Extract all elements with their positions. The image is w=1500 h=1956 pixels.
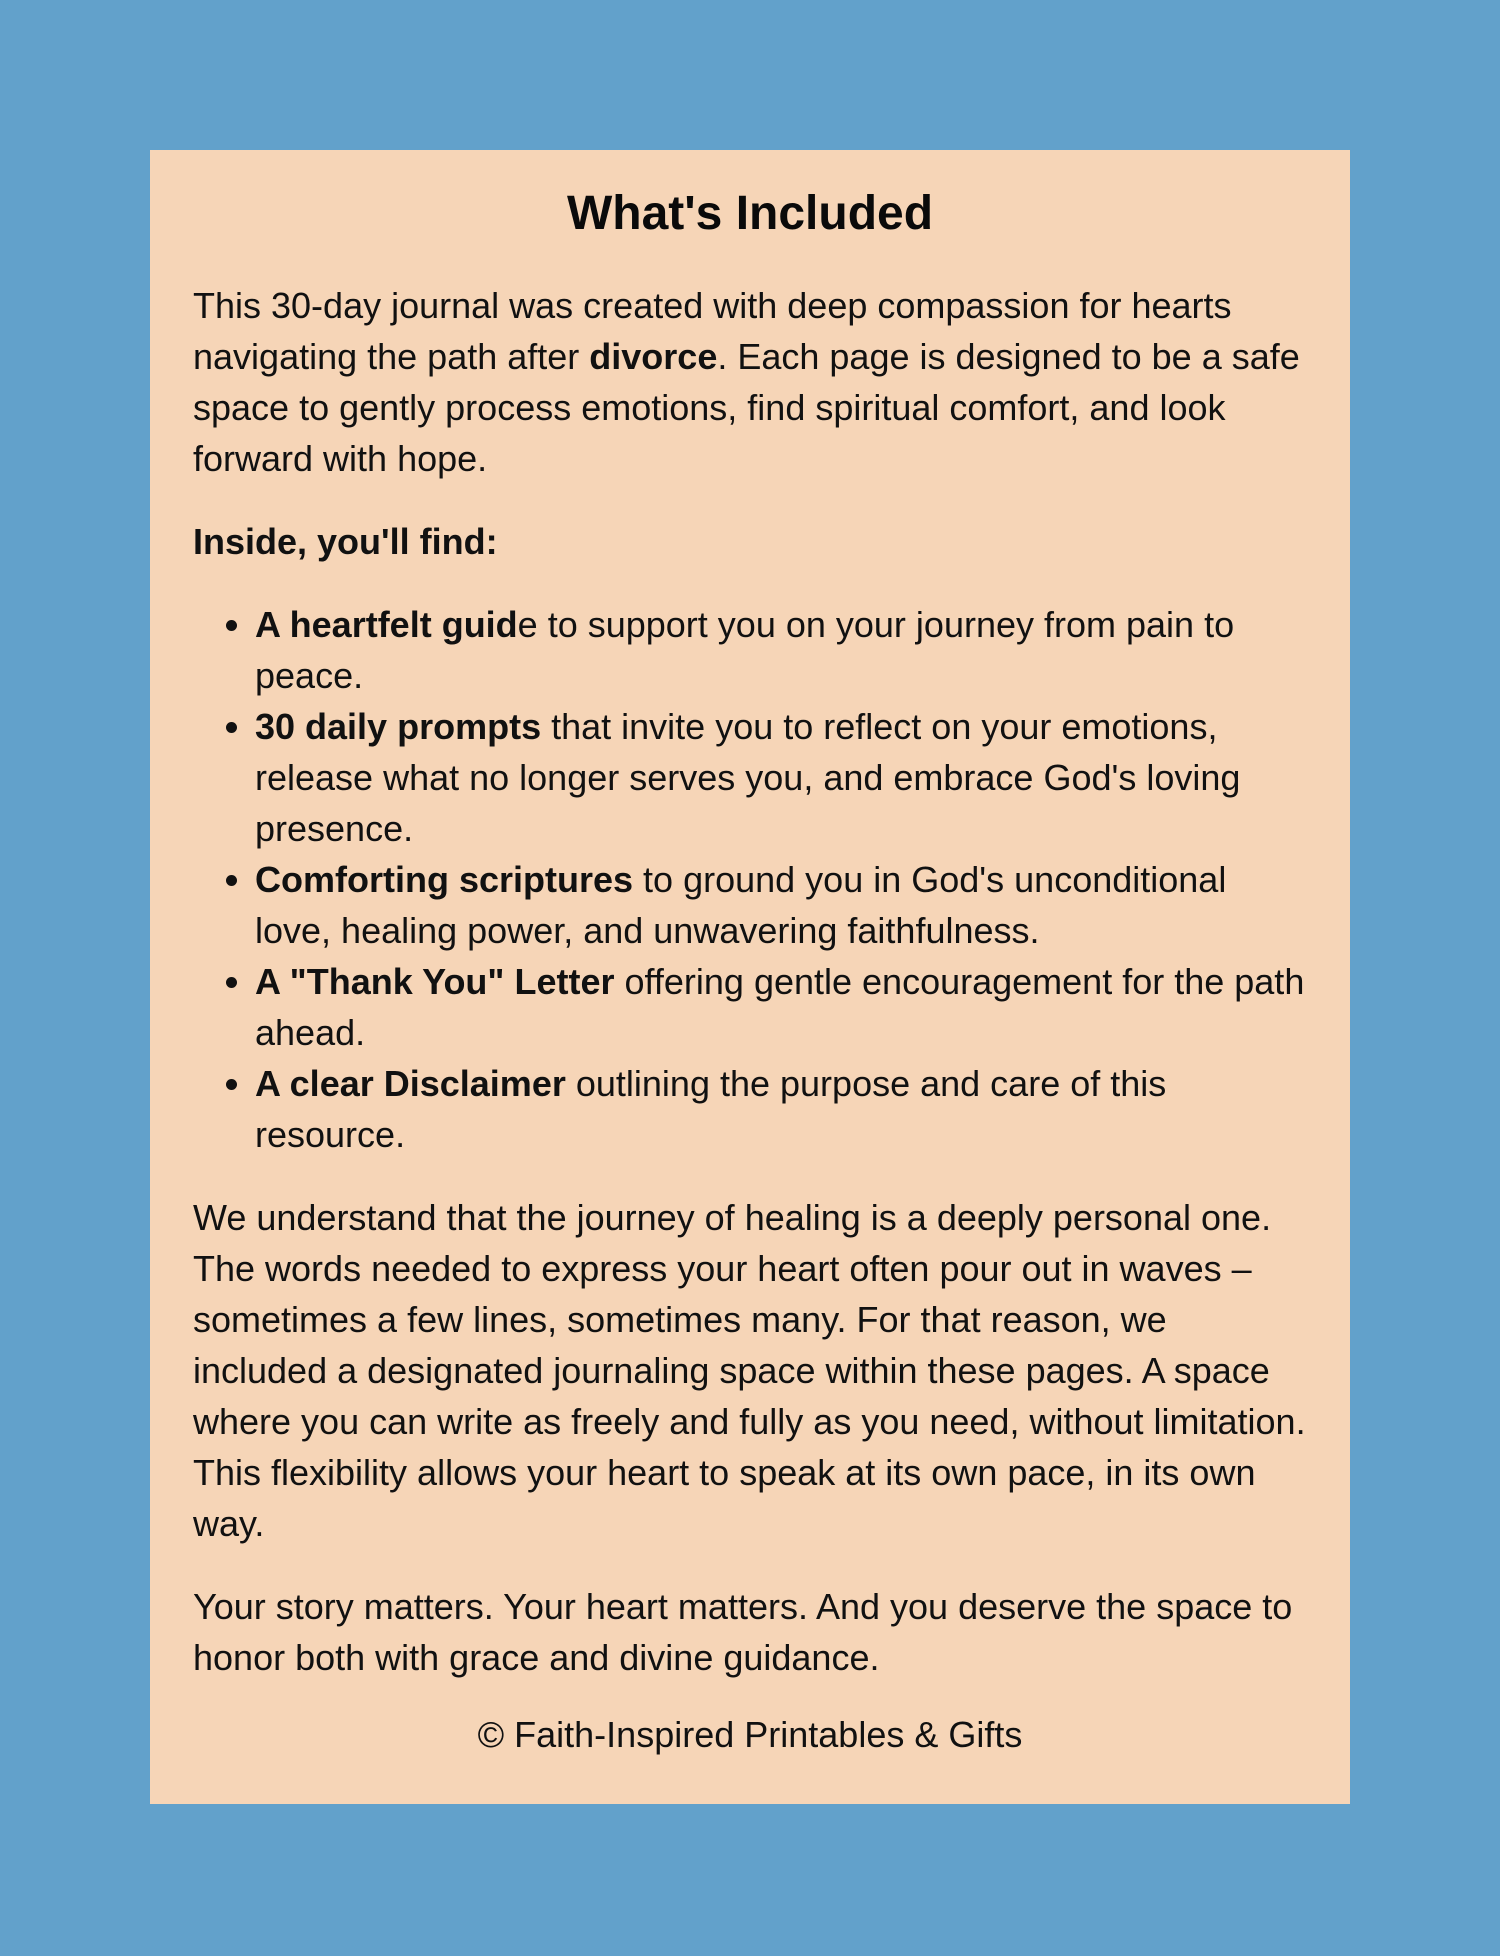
healing-paragraph: We understand that the journey of healing is a deeply personal one. The words needed to express your heart often pour out in waves – sometimes a few lines, sometimes many. For that reason, we included a designated journaling space within these pages. A space where you can write as freely and fully as you need, without limitation. This flexibility allows your heart to speak at its own pace, in its own way.	[193, 1197, 1306, 1544]
intro-paragraph	[193, 280, 1307, 484]
page-title: What's Included	[566, 187, 934, 240]
feature-item	[255, 599, 1307, 701]
feature-bold: A clear Disclaimer	[255, 1063, 566, 1104]
feature-text: e to support you on your journey from pain to peace.	[255, 604, 1235, 696]
copyright-notice: © Faith-Inspired Printables & Gifts	[477, 1714, 1023, 1755]
content-card	[150, 150, 1350, 1804]
feature-bold: Comforting scriptures	[255, 859, 634, 900]
feature-text: outlining the purpose and care of this resource.	[255, 1063, 1167, 1155]
intro-bold-divorce: divorce	[589, 336, 718, 377]
feature-item	[255, 1058, 1307, 1160]
feature-item	[255, 854, 1307, 956]
intro-text-start: This 30-day journal was created with deep compassion for hearts navigating the path after	[193, 285, 1232, 377]
feature-bold: A heartfelt guid	[255, 604, 518, 645]
feature-text: to ground you in God's unconditional love, healing power, and unwavering faithfulness.	[255, 859, 1227, 951]
feature-item	[255, 701, 1307, 854]
closing-paragraph: Your story matters. Your heart matters. And you deserve the space to honor both with grace and divine guidance.	[193, 1586, 1293, 1678]
feature-text: that invite you to reflect on your emotions, release what no longer serves you, and embrace God's loving presence.	[255, 706, 1241, 849]
features-list	[193, 599, 1307, 1160]
feature-bold: A "Thank You" Letter	[255, 961, 615, 1002]
feature-item	[255, 956, 1307, 1058]
intro-text-end: . Each page is designed to be a safe space to gently process emotions, find spiritual comfort, and look forward with hope.	[193, 336, 1300, 479]
feature-bold: 30 daily prompts	[255, 706, 542, 747]
feature-text: offering gentle encouragement for the path ahead.	[255, 961, 1305, 1053]
inside-subheading: Inside, you'll find:	[193, 521, 498, 562]
